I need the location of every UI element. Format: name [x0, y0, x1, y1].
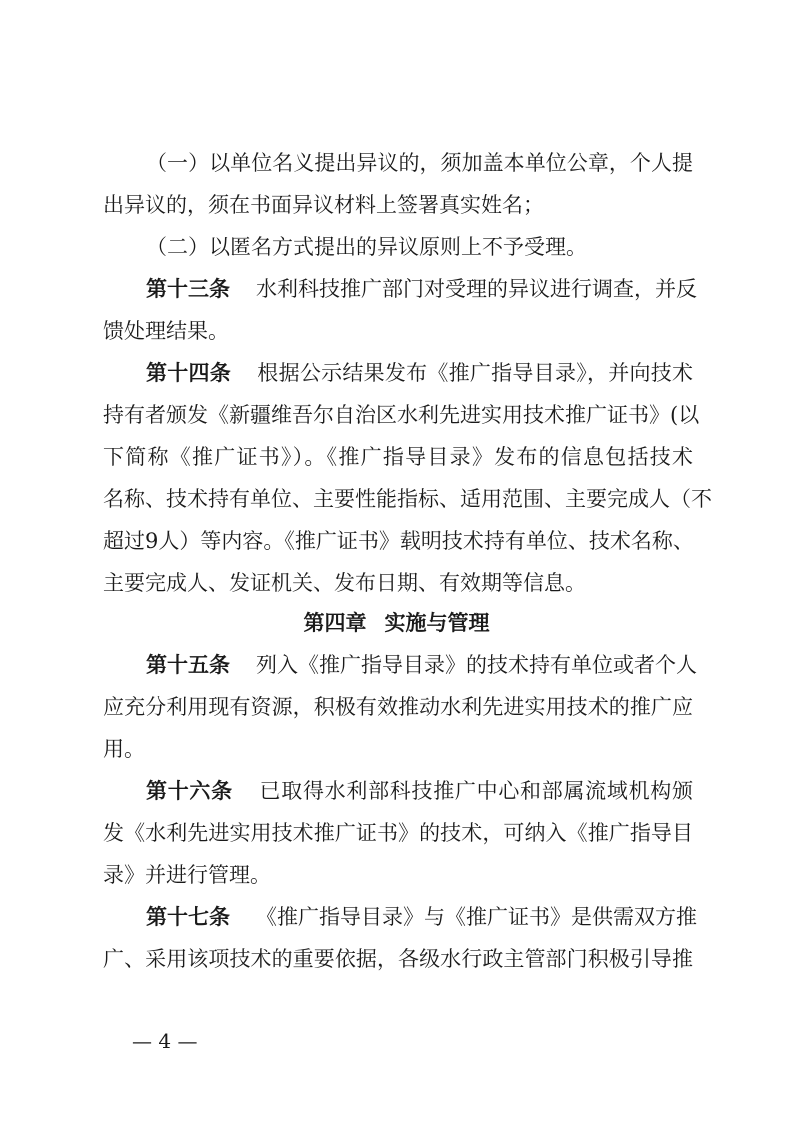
item-1-line-2: 出异议的，须在书面异议材料上签署真实姓名； [103, 193, 544, 217]
item-1-line-1: （一）以单位名义提出异议的，须加盖本单位公章，个人提 [146, 151, 693, 175]
article-15-label: 第十五条 [146, 653, 230, 677]
article-16-line-1 [146, 776, 693, 806]
article-17-line-2: 广、采用该项技术的重要依据，各级水行政主管部门积极引导推 [103, 947, 693, 971]
article-16-line-2: 发《水利先进实用技术推广证书》的技术，可纳入《推广指导目 [103, 821, 693, 845]
article-14-text: 根据公示结果发布《推广指导目录》，并向技术 [257, 361, 694, 385]
article-16-line-3: 录》并进行管理。 [103, 863, 271, 887]
article-14-line-6: 主要完成人、发证机关、发布日期、有效期等信息。 [103, 571, 586, 595]
article-13-line-2: 馈处理结果。 [103, 319, 229, 343]
article-16-text: 已取得水利部科技推广中心和部属流域机构颁 [258, 779, 694, 803]
article-13-text: 水利科技推广部门对受理的异议进行调查，并反 [256, 277, 697, 301]
article-17-line-1 [146, 902, 697, 932]
article-16-label: 第十六条 [146, 779, 233, 803]
article-13-line-1 [146, 274, 697, 304]
chapter-title: 实施与管理 [384, 611, 490, 635]
item-2-line-1: （二）以匿名方式提出的异议原则上不予受理。 [146, 235, 587, 259]
page-number: — 4 — [132, 1029, 198, 1053]
chapter-heading [0, 608, 793, 638]
article-15-line-1 [146, 650, 697, 680]
chapter-number: 第四章 [303, 611, 367, 635]
article-14-line-2: 持有者颁发《新疆维吾尔自治区水利先进实用技术推广证书》(以 [103, 403, 700, 427]
article-14-line-1 [146, 358, 693, 388]
article-14-line-5: 超过9人）等内容。《推广证书》载明技术持有单位、技术名称、 [103, 529, 694, 553]
article-14-label: 第十四条 [146, 361, 232, 385]
article-17-text: 《推广指导目录》与《推广证书》是供需双方推 [256, 905, 697, 929]
article-15-line-2: 应充分利用现有资源，积极有效推动水利先进实用技术的推广应 [103, 695, 693, 719]
article-13-label: 第十三条 [146, 277, 230, 301]
article-14-line-4: 名称、技术持有单位、主要性能指标、适用范围、主要完成人（不 [103, 487, 712, 511]
article-15-line-3: 用。 [103, 737, 145, 761]
article-17-label: 第十七条 [146, 905, 230, 929]
article-15-text: 列入《推广指导目录》的技术持有单位或者个人 [256, 653, 697, 677]
article-14-line-3: 下简称《推广证书》）。《推广指导目录》发布的信息包括技术 [103, 445, 693, 469]
